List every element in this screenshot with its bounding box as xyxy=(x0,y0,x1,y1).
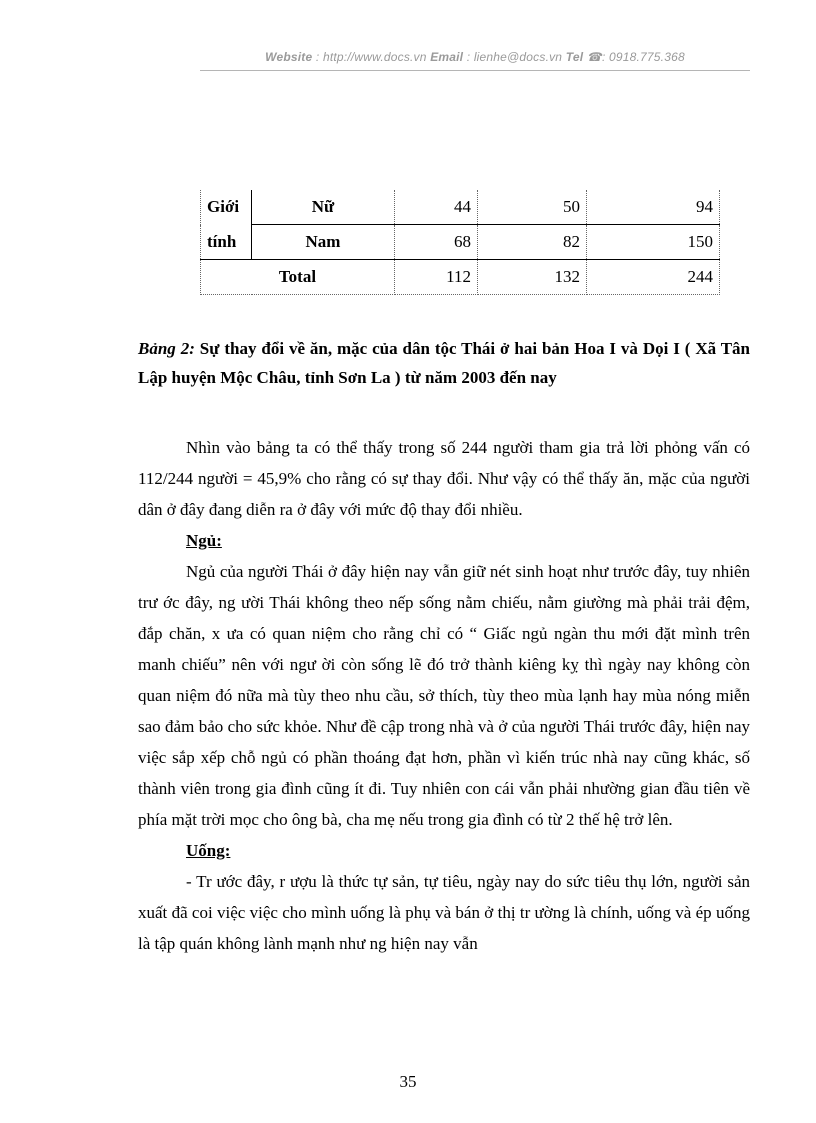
caption-text: Sự thay đổi về ăn, mặc của dân tộc Thái ở hai bản Hoa I và Dọi I ( Xã Tân Lập huyện Mộc Châu, tỉnh Sơn La ) từ năm 2003 đến nay xyxy=(138,339,750,387)
cell: 112 xyxy=(395,260,478,295)
page-header xyxy=(200,50,750,64)
paragraph-ngu: Ngủ của người Thái ở đây hiện nay vẫn giữ nét sinh hoạt như trước đây, tuy nhiên trư ớc đây, ng ười Thái không theo nếp sống nằm chiếu, nằm giường mà phải trải đệm, đắp chăn, x ưa có quan niệm cho rằng chỉ có “ Giấc ngủ ngàn thu mới đặt mình trên manh chiếu” nên với ngư ời còn sống lẽ đó trở thành kiêng kỵ thì ngày nay không còn quan niệm đó nữa mà tùy theo nhu cầu, sở thích, tùy theo mùa lạnh hay mùa nóng miễn sao đảm bảo cho sức khỏe. Như đề cập trong nhà và ở của người Thái trước đây, hiện nay việc sắp xếp chỗ ngủ có phần thoáng đạt hơn, phần vì kiến trúc nhà nay cũng khác, số thành viên trong gia đình cũng ít đi. Tuy nhiên con cái vẫn phải nhường gian đầu tiên về phía mặt trời mọc cho ông bà, cha mẹ nếu trong gia đình có từ 2 thế hệ trở lên. xyxy=(138,562,750,829)
website-label: Website xyxy=(265,50,313,64)
cell: 82 xyxy=(478,225,587,260)
heading-ngu: Ngủ: xyxy=(186,531,222,550)
cell: 132 xyxy=(478,260,587,295)
row-label: Nam xyxy=(252,225,395,260)
cell: 50 xyxy=(478,190,587,225)
email-label: Email xyxy=(430,50,464,64)
table-total-row xyxy=(201,260,720,295)
group-label-bottom: tính xyxy=(201,225,252,260)
total-label: Total xyxy=(201,260,395,295)
tel-value: : 0918.775.368 xyxy=(601,50,685,64)
page-number: 35 xyxy=(399,1072,417,1091)
body-text xyxy=(138,432,750,959)
cell: 44 xyxy=(395,190,478,225)
table-row xyxy=(201,190,720,225)
caption-label: Bảng 2: xyxy=(138,339,195,358)
tel-label: Tel xyxy=(565,50,584,64)
cell: 68 xyxy=(395,225,478,260)
table-row xyxy=(201,225,720,260)
paragraph-summary: Nhìn vào bảng ta có thể thấy trong số 244 người tham gia trả lời phỏng vấn có 112/244 người = 45,9% cho rằng có sự thay đổi. Như vậy có thể thấy ăn, mặc của người dân ở đây đang diễn ra ở đây với mức độ thay đổi nhiều. xyxy=(138,438,750,519)
cell: 94 xyxy=(587,190,720,225)
website-value: : http://www.docs.vn xyxy=(315,50,427,64)
paragraph-uong: - Tr ước đây, r ượu là thức tự sản, tự tiêu, ngày nay do sức tiêu thụ lớn, người sản xuất đã coi việc việc cho mình uống là phụ và bán ở thị tr ường là chính, uống và ép uống là tập quán không lành mạnh như ng hiện nay vẫn xyxy=(138,872,750,953)
group-label-top: Giới xyxy=(201,190,252,225)
header-divider xyxy=(200,70,750,71)
table-caption xyxy=(138,334,750,392)
cell: 244 xyxy=(587,260,720,295)
data-table xyxy=(200,190,720,295)
heading-uong: Uống: xyxy=(186,841,231,860)
cell: 150 xyxy=(587,225,720,260)
email-value: : lienhe@docs.vn xyxy=(466,50,563,64)
phone-icon: ☎ xyxy=(586,50,602,64)
row-label: Nữ xyxy=(252,190,395,225)
